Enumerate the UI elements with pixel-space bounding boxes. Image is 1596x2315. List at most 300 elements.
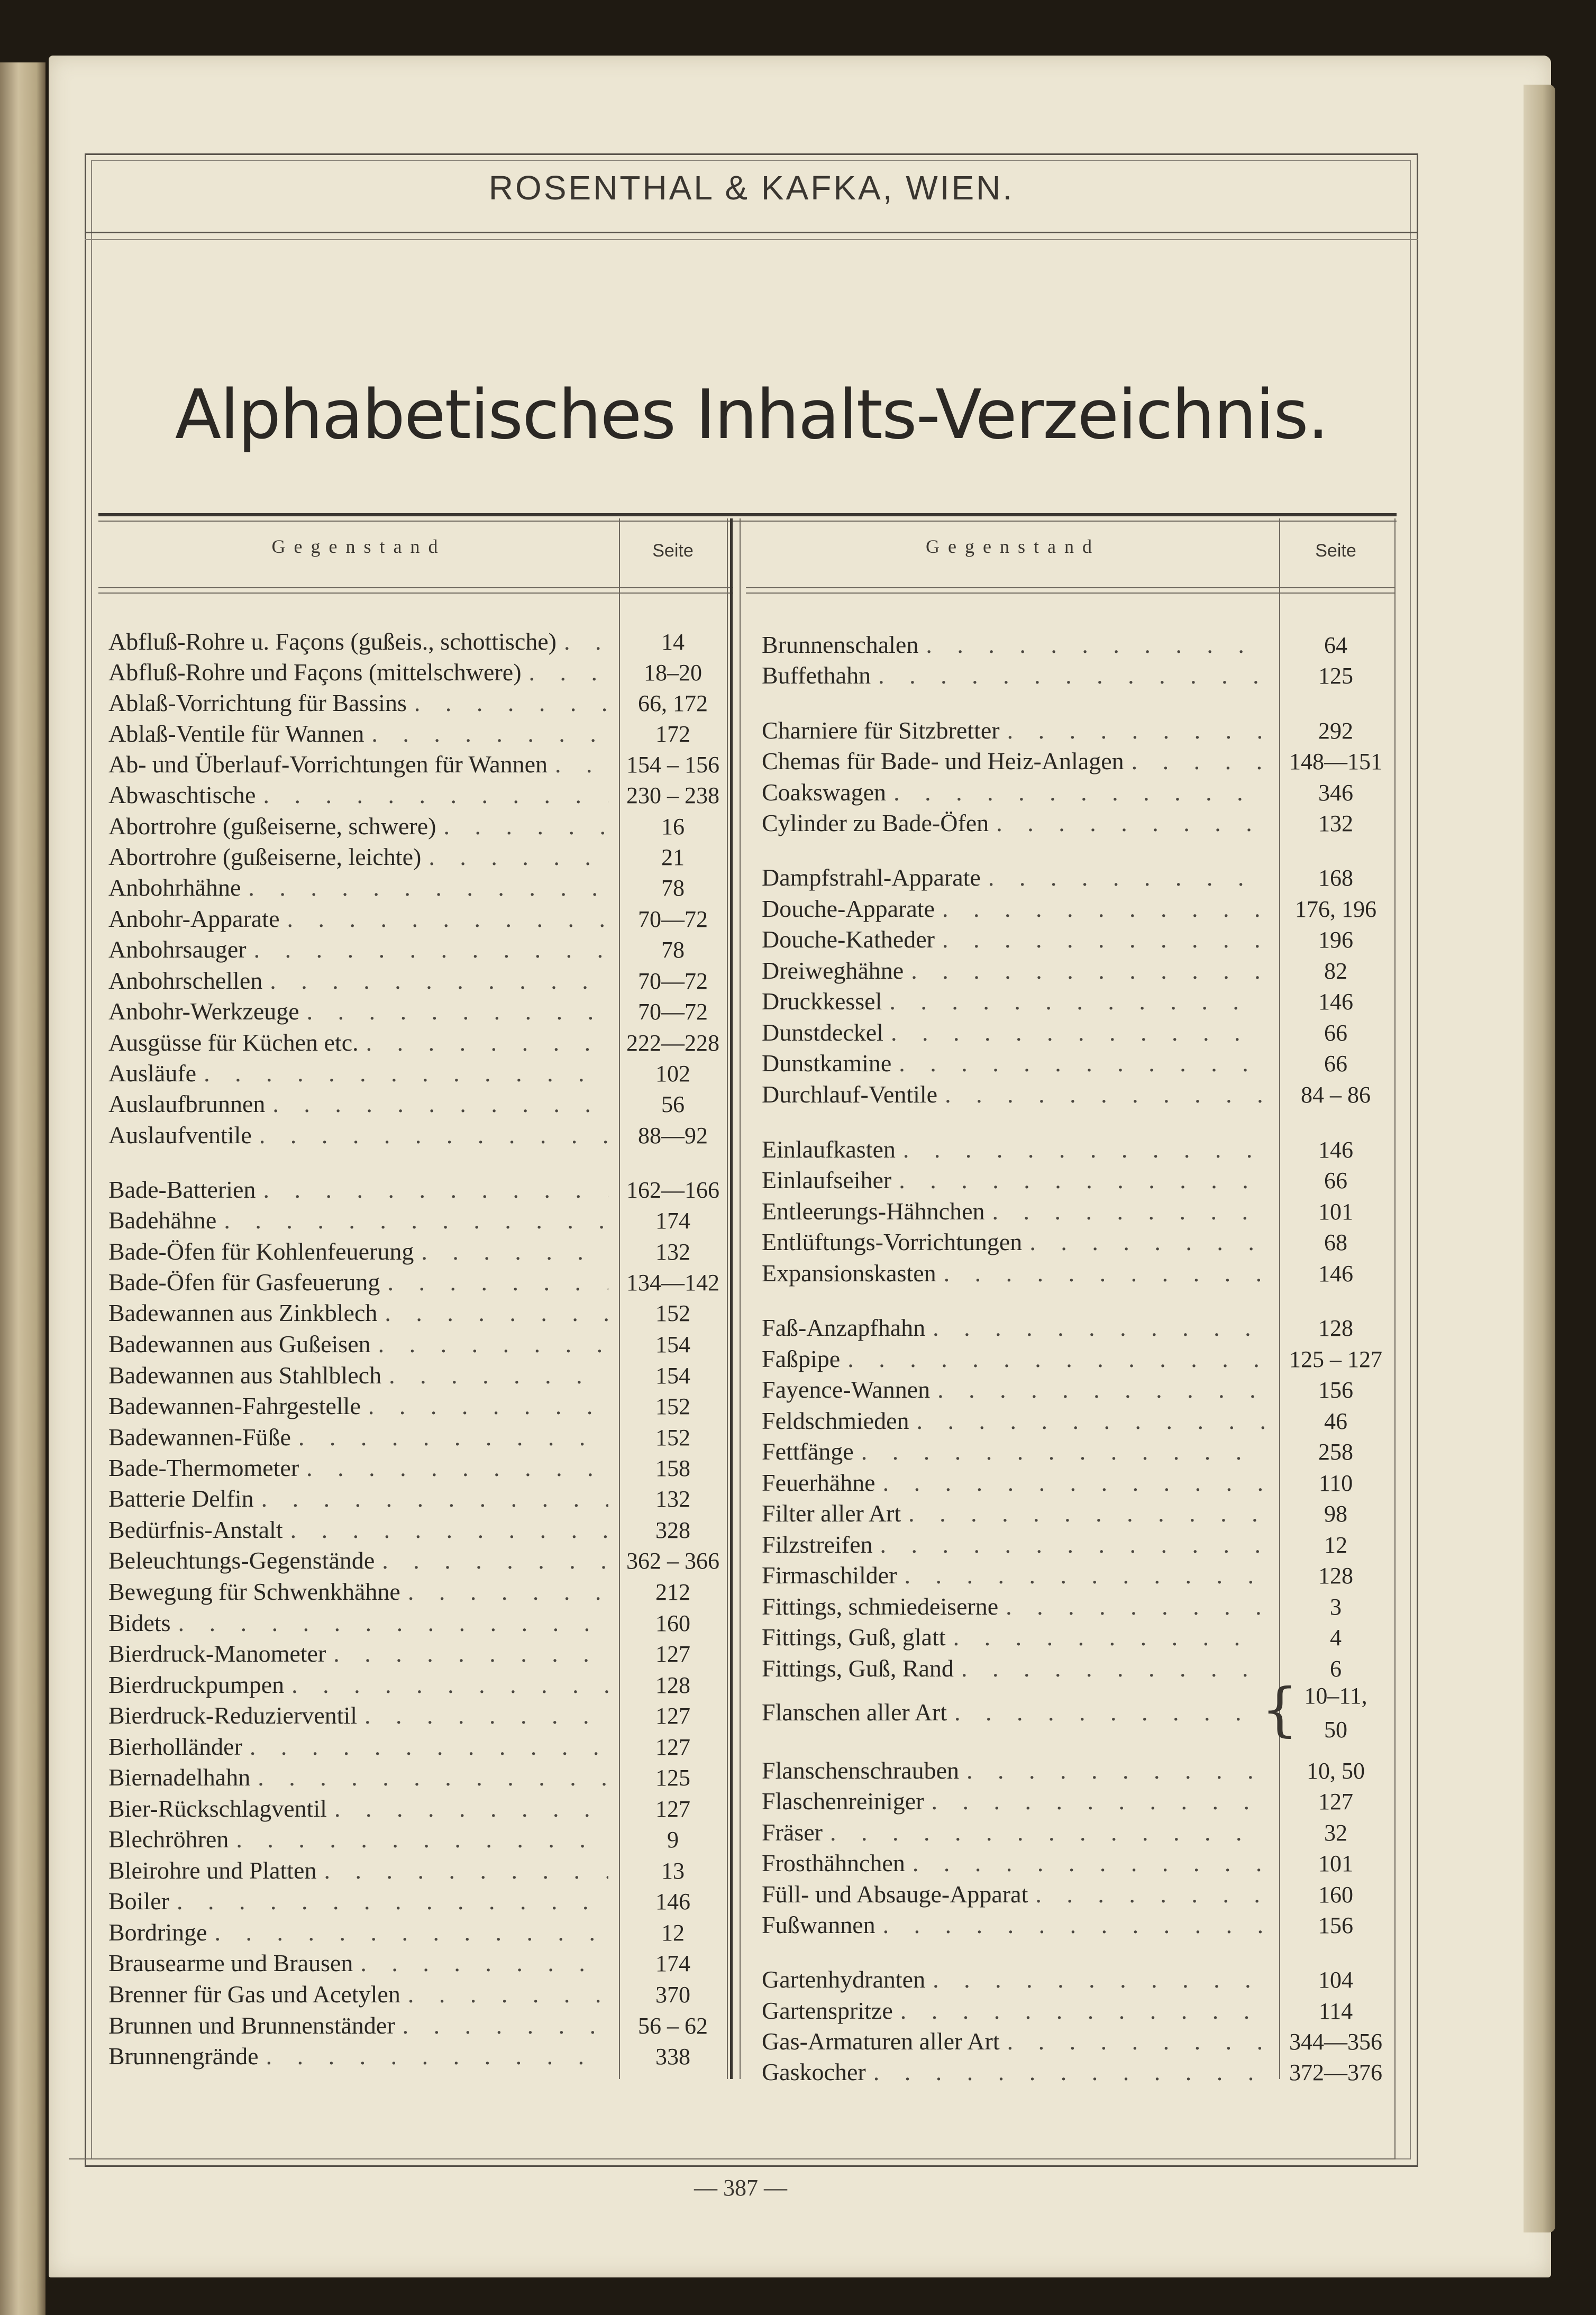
index-entry	[108, 1299, 614, 1328]
entry-label: Brausearme und Brausen	[108, 1949, 353, 1976]
leader-dots	[1035, 1880, 1264, 1908]
entry-label: Abortrohre (gußeiserne, leichte)	[108, 843, 422, 870]
entry-page: 66	[1324, 1020, 1347, 1046]
index-entry	[108, 1609, 614, 1638]
entry-label: Chemas für Bade- und Heiz-Anlagen	[762, 748, 1124, 774]
leader-dots	[891, 1018, 1264, 1046]
index-entry	[762, 1756, 1270, 1786]
entry-label: Brunnen und Brunnenständer	[108, 2012, 395, 2039]
index-entry	[108, 1856, 614, 1886]
entry-page: 132	[655, 1486, 690, 1512]
entry-page: 128	[655, 1672, 690, 1698]
leader-dots	[364, 1701, 608, 1729]
entry-page: 68	[1324, 1229, 1347, 1255]
leader-dots	[414, 689, 608, 717]
entry-label: Anbohrschellen	[108, 967, 263, 994]
leader-dots	[290, 1516, 608, 1544]
index-entry	[108, 1516, 614, 1545]
entry-page: 56 – 62	[638, 2013, 708, 2039]
leader-dots	[893, 778, 1264, 806]
entry-label: Bierdruck-Manometer	[108, 1640, 326, 1667]
index-entry	[108, 2042, 614, 2072]
entry-page: 10, 50	[1307, 1758, 1365, 1784]
entry-page: 66	[1324, 1168, 1347, 1193]
entry-page: 127	[655, 1703, 690, 1729]
index-entry	[108, 1423, 614, 1453]
entry-label: Anbohr-Apparate	[108, 905, 280, 932]
index-entry	[762, 1880, 1270, 1910]
index-entry	[108, 1671, 614, 1700]
entry-page: 98	[1324, 1501, 1347, 1527]
entry-label: Bade-Thermometer	[108, 1454, 299, 1481]
index-entry	[762, 1135, 1270, 1165]
entry-page: 125	[1318, 663, 1353, 689]
entry-page: 125	[655, 1765, 690, 1791]
left-head-rule-2	[98, 593, 733, 594]
entry-page: 9	[667, 1827, 679, 1853]
entry-page: 146	[1318, 1261, 1353, 1287]
leader-dots	[900, 1997, 1264, 2025]
leader-dots	[236, 1825, 608, 1853]
entry-page: 32	[1324, 1820, 1347, 1846]
entry-label: Beleuchtungs-Gegenstände	[108, 1547, 375, 1574]
entry-label: Bade-Öfen für Kohlenfeuerung	[108, 1238, 414, 1265]
entry-page: 127	[655, 1796, 690, 1822]
entry-label: Bier-Rückschlagventil	[108, 1795, 327, 1822]
index-entry	[108, 1794, 614, 1824]
entry-label: Füll- und Absauge-Apparat	[762, 1881, 1028, 1908]
entry-label: Brenner für Gas und Acetylen	[108, 1981, 400, 2008]
entry-page: 104	[1318, 1967, 1353, 1993]
entry-page: 4	[1330, 1625, 1342, 1651]
entry-page: 82	[1324, 958, 1347, 984]
entry-page: 160	[655, 1610, 690, 1636]
entry-label: Ablaß-Vorrichtung für Bassins	[108, 689, 407, 716]
entry-page: 56	[661, 1091, 685, 1117]
leader-dots	[1007, 2027, 1264, 2055]
entry-page: 168	[1318, 865, 1353, 891]
left-page-header: Seite	[652, 541, 694, 561]
leader-dots	[366, 1028, 608, 1056]
leader-dots	[324, 1856, 608, 1884]
index-entry	[108, 1733, 614, 1762]
entry-page: 70—72	[638, 999, 708, 1025]
leader-dots	[988, 863, 1264, 891]
index-entry	[762, 1965, 1270, 1995]
index-entry	[762, 778, 1270, 808]
entry-label: Abfluß-Rohre u. Façons (gußeis., schottische)	[108, 628, 557, 655]
index-entry	[762, 1375, 1270, 1405]
entry-label: Faß-Anzapfhahn	[762, 1314, 926, 1341]
leader-dots	[953, 1623, 1264, 1651]
leader-dots	[248, 873, 608, 901]
entry-label: Biernadelhahn	[108, 1764, 251, 1791]
index-entry	[108, 2011, 614, 2041]
leader-dots	[903, 1135, 1264, 1163]
leader-dots	[263, 1175, 608, 1204]
index-entry	[762, 2058, 1270, 2088]
entry-page: 174	[655, 1951, 690, 1976]
leader-dots	[378, 1330, 608, 1358]
entry-label: Gas-Armaturen aller Art	[762, 2028, 1000, 2055]
entry-label: Expansionskasten	[762, 1260, 936, 1287]
entry-label: Firmaschilder	[762, 1562, 897, 1589]
entry-label: Druckkessel	[762, 988, 882, 1015]
index-entry	[762, 1911, 1270, 1940]
index-entry	[108, 1121, 614, 1151]
leader-dots	[389, 1361, 608, 1389]
entry-label: Charniere für Sitzbretter	[762, 717, 1000, 744]
leader-dots	[215, 1918, 608, 1946]
leader-dots	[880, 1530, 1265, 1558]
leader-dots	[385, 1299, 608, 1327]
entry-page: 338	[655, 2044, 690, 2070]
leader-dots	[1006, 1592, 1264, 1620]
index-entry	[762, 1592, 1270, 1622]
leader-dots	[306, 1454, 608, 1482]
leader-dots	[911, 956, 1264, 985]
entry-page: 102	[655, 1061, 690, 1087]
entry-page: 172	[655, 721, 690, 747]
entry-label: Bade-Batterien	[108, 1176, 256, 1203]
entry-page: 70—72	[638, 906, 708, 932]
leader-dots	[555, 750, 608, 778]
entry-label: Anbohrhähne	[108, 874, 241, 901]
entry-page: 162—166	[626, 1177, 719, 1203]
right-page-header: Seite	[1315, 541, 1356, 561]
entry-page: 156	[1318, 1377, 1353, 1403]
entry-page: 16	[661, 814, 685, 840]
entry-label: Badewannen aus Zinkblech	[108, 1299, 378, 1326]
entry-page: 13	[661, 1858, 685, 1884]
entry-page: 70—72	[638, 968, 708, 994]
leader-dots	[861, 1437, 1264, 1465]
leader-dots	[564, 627, 608, 655]
entry-label: Flanschen aller Art	[762, 1699, 947, 1726]
entry-label: Coakswagen	[762, 779, 887, 806]
header-rule-thin	[85, 239, 1418, 240]
entry-label: Douche-Apparate	[762, 895, 935, 922]
left-page-edge	[0, 62, 45, 2315]
entry-label: Filzstreifen	[762, 1531, 873, 1558]
entry-label: Dunstdeckel	[762, 1019, 883, 1046]
entry-label: Badewannen aus Stahlblech	[108, 1362, 382, 1389]
entry-label: Cylinder zu Bade-Öfen	[762, 809, 989, 836]
entry-page: 12	[661, 1920, 685, 1946]
entry-page: 212	[655, 1579, 690, 1605]
leader-dots	[937, 1375, 1264, 1403]
leader-dots	[1029, 1228, 1264, 1256]
index-entry	[762, 1561, 1270, 1591]
entry-label: Auslaufventile	[108, 1122, 252, 1149]
entry-label: Fräser	[762, 1819, 823, 1846]
entry-page: 101	[1318, 1199, 1353, 1225]
index-entry	[762, 1407, 1270, 1436]
entry-page: 18–20	[644, 660, 702, 686]
leader-dots	[873, 2058, 1264, 2086]
entry-label: Fittings, Guß, glatt	[762, 1624, 946, 1651]
leader-dots	[408, 1980, 608, 2008]
index-entry	[762, 1469, 1270, 1498]
leader-dots	[263, 781, 608, 809]
entry-page: 125 – 127	[1289, 1346, 1382, 1372]
table-top-rule-thin	[98, 521, 1397, 522]
entry-page: 78	[661, 875, 685, 901]
entry-label: Douche-Katheder	[762, 926, 935, 953]
index-entry	[762, 1499, 1270, 1529]
index-entry	[108, 1090, 614, 1119]
entry-page: 114	[1318, 1998, 1353, 2024]
index-entry	[762, 956, 1270, 986]
leader-dots	[387, 1268, 608, 1296]
entry-label: Einlaufkasten	[762, 1136, 896, 1163]
entry-label: Bidets	[108, 1609, 171, 1636]
leader-dots	[291, 1671, 608, 1699]
entry-page: 152	[655, 1425, 690, 1451]
right-head-rule-2	[746, 593, 1396, 594]
entry-page: 21	[661, 844, 685, 870]
leader-dots	[933, 1314, 1264, 1342]
index-entry	[108, 967, 614, 996]
index-entry	[762, 987, 1270, 1017]
index-entry	[762, 2027, 1270, 2057]
index-entry	[762, 1259, 1270, 1289]
leader-dots	[529, 658, 608, 686]
index-entry	[108, 812, 614, 842]
center-divider	[730, 518, 733, 2079]
index-entry	[762, 1623, 1270, 1653]
entry-page: 46	[1324, 1408, 1347, 1434]
entry-page: 134—142	[626, 1270, 719, 1296]
entry-label: Abortrohre (gußeiserne, schwere)	[108, 813, 436, 840]
entry-page: 10–11,	[1304, 1683, 1367, 1709]
entry-label: Abfluß-Rohre und Façons (mittelschwere)	[108, 659, 522, 686]
index-entry	[108, 1484, 614, 1514]
entry-page: 346	[1318, 780, 1353, 806]
index-entry	[762, 1080, 1270, 1110]
leader-dots	[883, 1911, 1264, 1939]
index-entry	[108, 905, 614, 934]
index-entry	[108, 1949, 614, 1979]
entry-label: Fußwannen	[762, 1911, 875, 1938]
index-entry	[762, 925, 1270, 955]
entry-label: Anbohrsauger	[108, 936, 247, 963]
entry-label: Bierdruck-Reduzierventil	[108, 1702, 358, 1729]
index-entry	[108, 658, 614, 688]
entry-label: Dreiweghähne	[762, 957, 904, 984]
entry-label: Durchlauf-Ventile	[762, 1081, 938, 1108]
leader-dots	[204, 1059, 608, 1087]
entry-label: Ausgüsse für Küchen etc.	[108, 1029, 359, 1056]
entry-label: Gaskocher	[762, 2058, 866, 2085]
leader-dots	[917, 1407, 1265, 1435]
entry-page: 174	[655, 1208, 690, 1234]
index-entry	[108, 1701, 614, 1731]
entry-label: Bleirohre und Platten	[108, 1857, 317, 1884]
entry-label: Flanschenschrauben	[762, 1757, 959, 1784]
entry-page: 362 – 366	[626, 1548, 719, 1574]
index-entry	[108, 750, 614, 780]
index-entry	[108, 1361, 614, 1391]
index-entry	[108, 1454, 614, 1483]
index-entry	[762, 809, 1270, 838]
index-entry	[762, 1654, 1270, 1684]
leader-dots	[443, 812, 608, 840]
leader-dots	[942, 925, 1264, 953]
index-entry	[108, 689, 614, 718]
index-entry	[762, 747, 1270, 777]
entry-page: 258	[1318, 1439, 1353, 1465]
entry-page: 78	[661, 937, 685, 963]
entry-page: 88—92	[638, 1123, 708, 1149]
index-entry	[762, 1049, 1270, 1079]
entry-label: Dunstkamine	[762, 1050, 892, 1077]
leader-dots	[428, 843, 608, 871]
index-entry	[108, 719, 614, 749]
index-entry	[108, 1639, 614, 1669]
right-table-edge-line	[1394, 518, 1396, 2158]
entry-page: 370	[655, 1982, 690, 2008]
entry-label: Flaschenreiniger	[762, 1788, 924, 1815]
leader-dots	[382, 1546, 608, 1574]
index-entry	[108, 1918, 614, 1948]
leader-dots	[261, 1484, 608, 1512]
entry-page: 344—356	[1289, 2029, 1382, 2055]
entry-label: Bade-Öfen für Gasfeuerung	[108, 1269, 380, 1296]
entry-page: 372—376	[1289, 2059, 1382, 2085]
leader-dots	[368, 1392, 608, 1420]
entry-page: 160	[1318, 1882, 1353, 1908]
leader-dots	[371, 719, 608, 748]
entry-label: Frosthähnchen	[762, 1849, 905, 1876]
entry-label: Feldschmieden	[762, 1407, 909, 1434]
entry-page: 128	[1318, 1563, 1353, 1589]
page-title: Alphabetisches Inhalts-Verzeichnis.	[175, 376, 1328, 454]
leader-dots	[360, 1949, 608, 1977]
entry-label: Anbohr-Werkzeuge	[108, 998, 299, 1025]
index-entry	[762, 631, 1270, 660]
index-entry	[108, 1237, 614, 1267]
index-entry	[762, 1437, 1270, 1467]
entry-page: 110	[1318, 1470, 1353, 1496]
leader-dots	[899, 1166, 1264, 1194]
index-entry	[762, 1345, 1270, 1374]
entry-page: 292	[1318, 718, 1353, 744]
entry-label: Ausläufe	[108, 1060, 197, 1087]
index-entry	[762, 1997, 1270, 2026]
entry-page-continued: 50	[1324, 1717, 1347, 1743]
leader-dots	[178, 1609, 608, 1637]
entry-label: Badewannen-Füße	[108, 1424, 291, 1451]
leader-dots	[996, 809, 1264, 837]
leader-dots	[250, 1733, 608, 1761]
entry-label: Bierdruckpumpen	[108, 1671, 285, 1698]
entry-page: 6	[1330, 1656, 1342, 1682]
left-table-edge-line	[727, 518, 728, 2079]
leader-dots	[954, 1698, 1264, 1726]
page-stack-edge	[1524, 85, 1555, 2232]
entry-label: Auslaufbrunnen	[108, 1090, 266, 1117]
entry-label: Badewannen aus Gußeisen	[108, 1330, 371, 1357]
entry-page: 14	[661, 629, 685, 655]
entry-label: Buffethahn	[762, 662, 871, 689]
entry-label: Boiler	[108, 1888, 169, 1915]
leader-dots	[847, 1345, 1264, 1373]
entry-page: 196	[1318, 927, 1353, 953]
entry-page: 127	[655, 1734, 690, 1760]
header-rule	[85, 232, 1418, 233]
entry-label: Bordringe	[108, 1919, 207, 1946]
index-entry	[108, 1825, 614, 1855]
entry-label: Ablaß-Ventile für Wannen	[108, 720, 364, 747]
entry-page: 66	[1324, 1051, 1347, 1077]
right-head-rule	[746, 587, 1396, 588]
entry-page: 127	[1318, 1789, 1353, 1815]
index-entry	[108, 997, 614, 1027]
index-entry	[108, 1175, 614, 1205]
leader-dots	[883, 1469, 1264, 1497]
leader-dots	[926, 631, 1264, 659]
entry-page: 156	[1318, 1912, 1353, 1938]
leader-dots	[298, 1423, 608, 1451]
entry-page: 12	[1324, 1532, 1347, 1558]
entry-label: Abwaschtische	[108, 781, 256, 808]
index-entry	[108, 1546, 614, 1576]
leader-dots	[878, 661, 1264, 689]
leader-dots	[270, 967, 608, 995]
leader-dots	[945, 1080, 1264, 1108]
index-entry	[762, 1530, 1270, 1560]
leader-dots	[889, 987, 1264, 1015]
entry-label: Bedürfnis-Anstalt	[108, 1516, 283, 1543]
index-entry	[762, 1018, 1270, 1048]
leader-dots	[830, 1818, 1264, 1846]
entry-page: 127	[655, 1641, 690, 1667]
leader-dots	[307, 997, 608, 1025]
entry-label: Gartenspritze	[762, 1997, 893, 2024]
leader-dots	[272, 1090, 608, 1118]
entry-label: Gartenhydranten	[762, 1966, 926, 1993]
table-top-rule	[98, 513, 1397, 516]
entry-page: 132	[655, 1239, 690, 1265]
entry-page: 222—228	[626, 1030, 719, 1056]
entry-label: Entlüftungs-Vorrichtungen	[762, 1228, 1023, 1255]
entry-page: 132	[1318, 810, 1353, 836]
entry-label: Bierholländer	[108, 1733, 242, 1760]
index-entry	[762, 1166, 1270, 1196]
entry-label: Badehähne	[108, 1207, 217, 1234]
entry-label: Blechröhren	[108, 1826, 229, 1853]
index-entry	[108, 1206, 614, 1236]
entry-page: 152	[655, 1300, 690, 1326]
entry-label: Fittings, Guß, Rand	[762, 1655, 954, 1682]
page-number: — 387 —	[694, 2175, 787, 2201]
index-entry	[108, 1392, 614, 1421]
index-entry	[762, 895, 1270, 924]
index-entry	[762, 1698, 1270, 1728]
entry-label: Fettfänge	[762, 1438, 854, 1465]
index-entry	[762, 661, 1270, 691]
entry-label: Faßpipe	[762, 1345, 841, 1372]
entry-label: Bewegung für Schwenkhähne	[108, 1578, 400, 1605]
leader-dots	[932, 1787, 1264, 1815]
index-entry	[762, 1228, 1270, 1257]
left-head-rule	[98, 587, 733, 588]
entry-page: 158	[655, 1455, 690, 1481]
leader-dots	[266, 2042, 608, 2070]
bottom-rule	[69, 2158, 1396, 2159]
leader-dots	[334, 1794, 608, 1822]
